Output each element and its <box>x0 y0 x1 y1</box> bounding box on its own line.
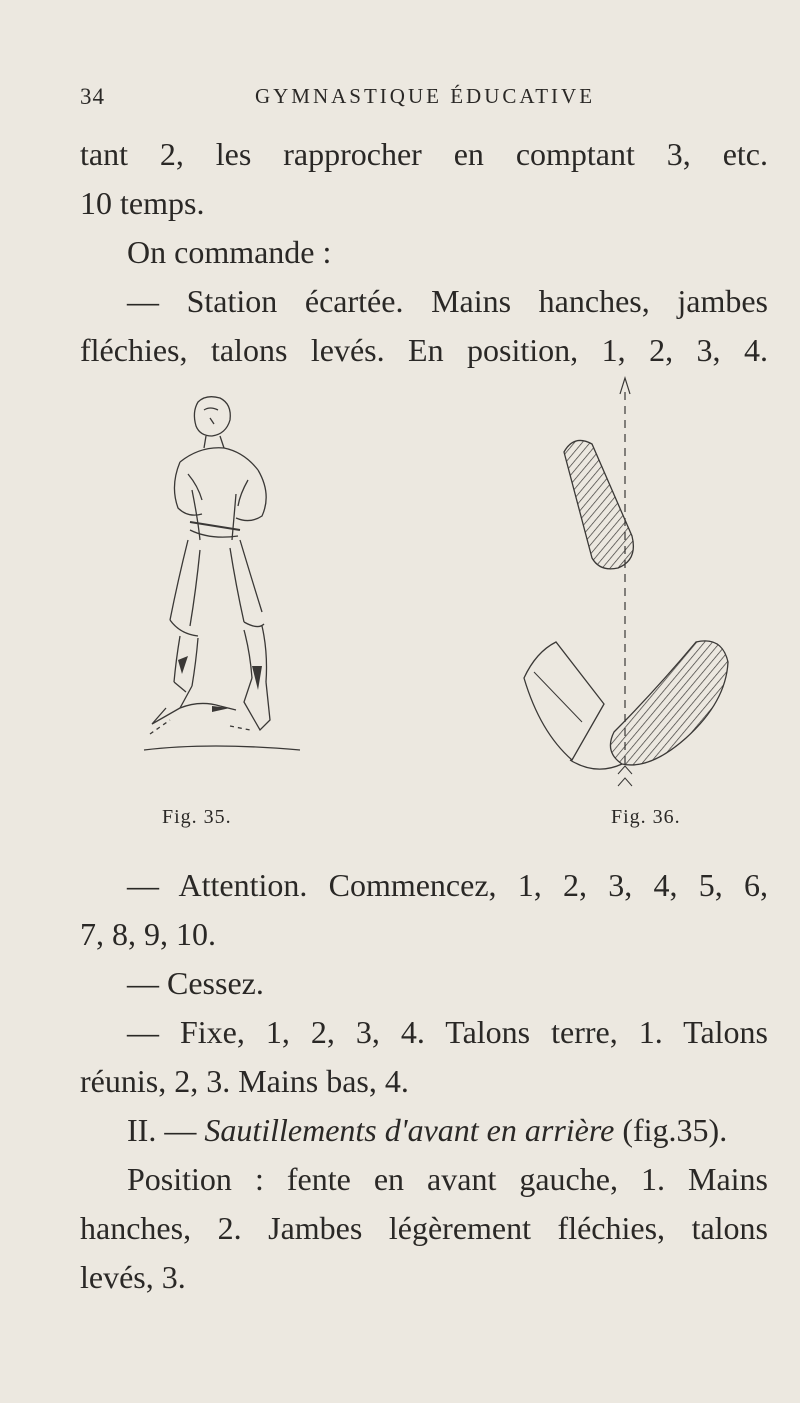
page-number: 34 <box>80 84 105 109</box>
text-line-14: levés, 3. <box>80 1259 186 1295</box>
section-number: II. — <box>127 1112 205 1148</box>
text-line-8: — Cessez. <box>127 965 264 1001</box>
text-line-12: Position : fente en avant gauche, 1. Mains <box>127 1161 768 1197</box>
text-line-1: tant 2, les rapprocher en comptant 3, etc. <box>80 136 768 172</box>
text-line-10: réunis, 2, 3. Mains bas, 4. <box>80 1063 409 1099</box>
running-title: GYMNASTIQUE ÉDUCATIVE <box>254 84 596 108</box>
text-line-2: 10 temps. <box>80 185 205 221</box>
text-line-7: 7, 8, 9, 10. <box>80 916 216 952</box>
text-line-3: On commande : <box>127 234 332 270</box>
figure-36-caption: Fig. 36. <box>611 806 681 828</box>
figure-35-caption: Fig. 35. <box>162 806 232 828</box>
text-line-4: — Station écartée. Mains hanches, jambes <box>127 283 768 319</box>
page-header <box>80 84 770 112</box>
text-line-11 <box>127 1110 768 1150</box>
figure-reference: (fig.35). <box>614 1112 728 1148</box>
figure-35-illustration <box>140 390 310 780</box>
section-title: Sautillements d'avant en arrière <box>204 1112 615 1148</box>
text-line-9: — Fixe, 1, 2, 3, 4. Talons terre, 1. Talons <box>127 1014 768 1050</box>
figure-36-illustration <box>500 372 750 792</box>
text-line-6: — Attention. Commencez, 1, 2, 3, 4, 5, 6, <box>127 867 768 903</box>
text-line-5: fléchies, talons levés. En position, 1, 2, 3, 4. <box>80 332 768 368</box>
text-line-13: hanches, 2. Jambes légèrement fléchies, talons <box>80 1210 768 1246</box>
